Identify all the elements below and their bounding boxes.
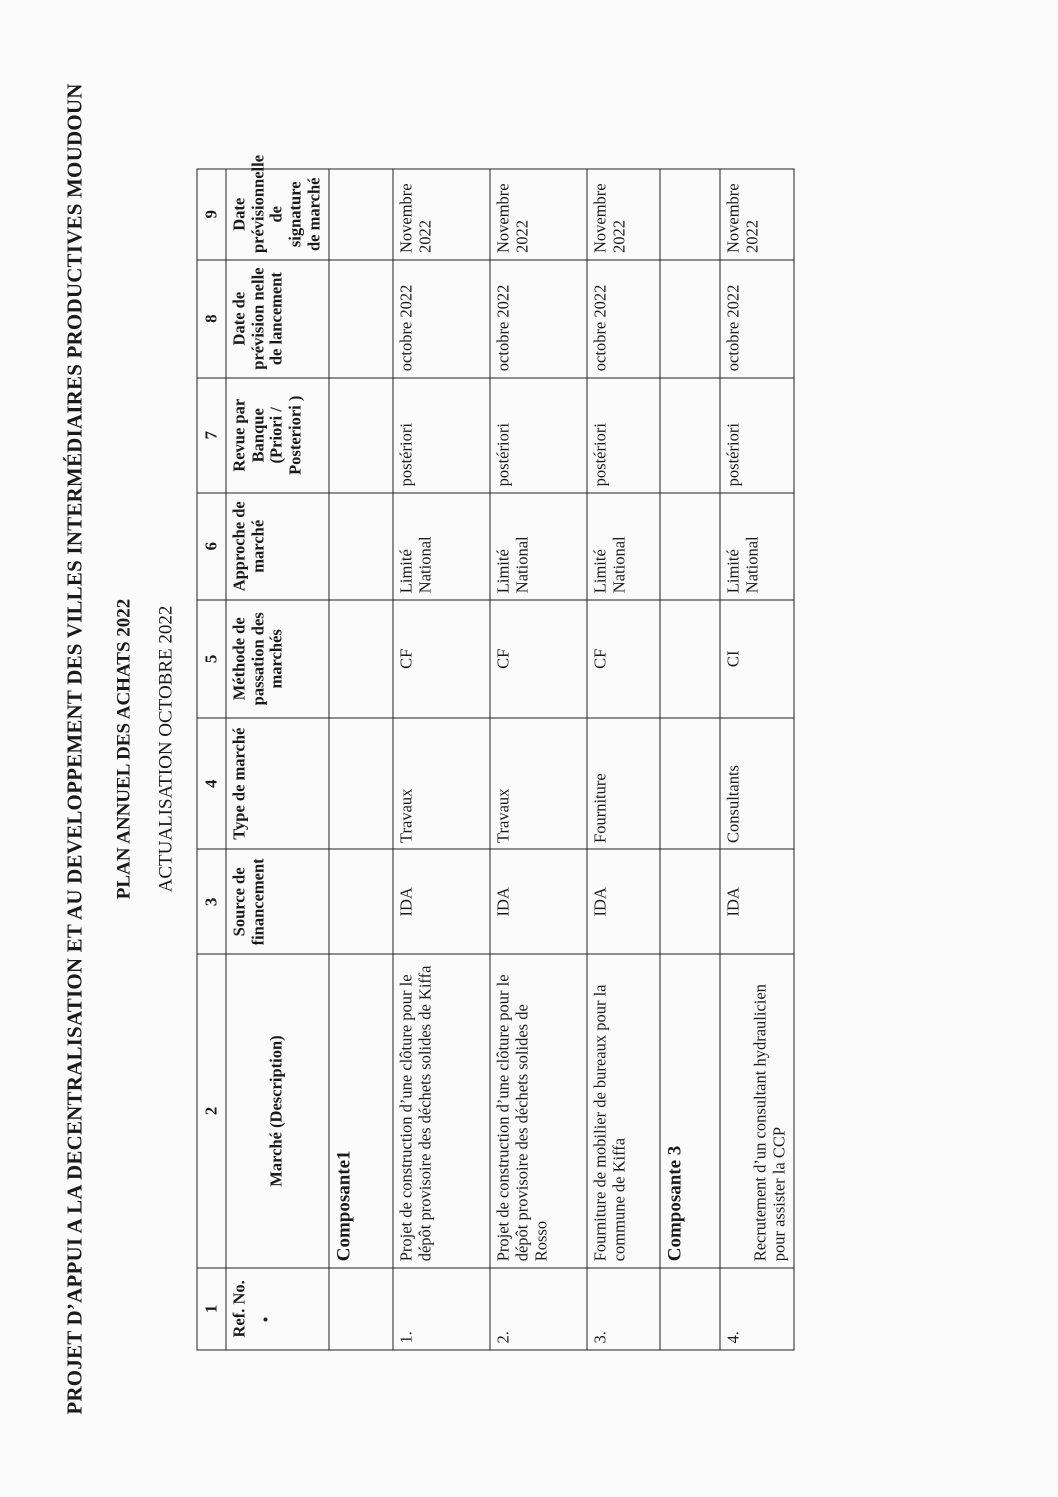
table-row: [393, 169, 490, 1350]
header-row: [225, 169, 329, 1350]
row-method: CF: [490, 599, 587, 717]
column-number: 1: [197, 1267, 226, 1349]
column-number: 9: [197, 169, 226, 260]
document-subtitle: PLAN ANNUEL DES ACHATS 2022: [113, 598, 134, 899]
row-description: Projet de construction d’une clôture pour le dépôt provisoire des déchets solides de Rosso: [490, 954, 587, 1267]
column-number: 2: [197, 954, 226, 1267]
column-number-row: [197, 169, 226, 1350]
row-approach: Limité National: [720, 492, 794, 599]
row-ref: 1.: [393, 1267, 490, 1349]
row-review: postériori: [393, 377, 490, 492]
header-signature-date: Date prévisionnelle de signature de marché: [225, 169, 329, 260]
header-review: Revue par Banque (Priori / Posteriori ): [225, 377, 329, 492]
row-approach: Limité National: [587, 492, 660, 599]
column-number: 6: [197, 492, 226, 599]
row-signature-date: Novembre 2022: [587, 169, 660, 260]
header-ref-label: Ref. No.: [228, 1279, 248, 1338]
header-ref: [225, 1267, 329, 1349]
row-launch-date: octobre 2022: [720, 259, 794, 377]
row-signature-date: Novembre 2022: [490, 169, 587, 260]
section-label: Composante1: [329, 954, 393, 1267]
row-source: IDA: [490, 849, 587, 954]
header-method: Méthode de passation des marchés: [225, 599, 329, 717]
row-ref: 2.: [490, 1267, 587, 1349]
row-launch-date: octobre 2022: [587, 259, 660, 377]
document-title: PROJET D’APPUI A LA DECENTRALISATION ET AU DEVELOPPEMENT DES VILLES INTERMÉDIAIRES PRODUCTIVES MOUDOUN: [62, 82, 86, 1415]
row-approach: Limité National: [393, 492, 490, 599]
row-type: Travaux: [393, 717, 490, 849]
row-source: IDA: [720, 849, 794, 954]
row-approach: Limité National: [490, 492, 587, 599]
row-signature-date: Novembre 2022: [393, 169, 490, 260]
column-number: 5: [197, 599, 226, 717]
header-type: Type de marché: [225, 717, 329, 849]
column-number: 7: [197, 377, 226, 492]
header-source: Source de financement: [225, 849, 329, 954]
header-launch-date: Date de prévision nelle de lancement: [225, 259, 329, 377]
row-type: Fourniture: [587, 717, 660, 849]
row-launch-date: octobre 2022: [490, 259, 587, 377]
column-number: 3: [197, 849, 226, 954]
row-type: Consultants: [720, 717, 794, 849]
row-source: IDA: [587, 849, 660, 954]
row-method: CI: [720, 599, 794, 717]
section-label: Composante 3: [660, 954, 720, 1267]
row-review: postériori: [490, 377, 587, 492]
procurement-table: [196, 154, 794, 1350]
row-method: CF: [587, 599, 660, 717]
row-description: Recrutement d’un consultant hydraulicien pour assister la CCP: [720, 954, 794, 1267]
table-row: [587, 169, 660, 1350]
row-description: Projet de construction d’une clôture pour le dépôt provisoire des déchets solides de Kiffa: [393, 954, 490, 1267]
header-description: Marché (Description): [225, 954, 329, 1267]
update-note: ACTUALISATION OCTOBRE 2022: [155, 605, 176, 892]
section-row: [660, 169, 720, 1350]
row-review: postériori: [587, 377, 660, 492]
row-launch-date: octobre 2022: [393, 259, 490, 377]
row-review: postériori: [720, 377, 794, 492]
row-ref: 3.: [587, 1267, 660, 1349]
table-row: [720, 169, 794, 1350]
row-ref: 4.: [720, 1267, 794, 1349]
header-approach: Approche de marché: [225, 492, 329, 599]
row-source: IDA: [393, 849, 490, 954]
column-number: 8: [197, 259, 226, 377]
row-method: CF: [393, 599, 490, 717]
column-number: 4: [197, 717, 226, 849]
row-signature-date: Novembre 2022: [720, 169, 794, 260]
table-row: [490, 169, 587, 1350]
row-description: Fourniture de mobilier de bureaux pour la commune de Kiffa: [587, 954, 660, 1267]
row-type: Travaux: [490, 717, 587, 849]
scan-mark: [263, 1317, 267, 1321]
section-row: [329, 169, 393, 1350]
